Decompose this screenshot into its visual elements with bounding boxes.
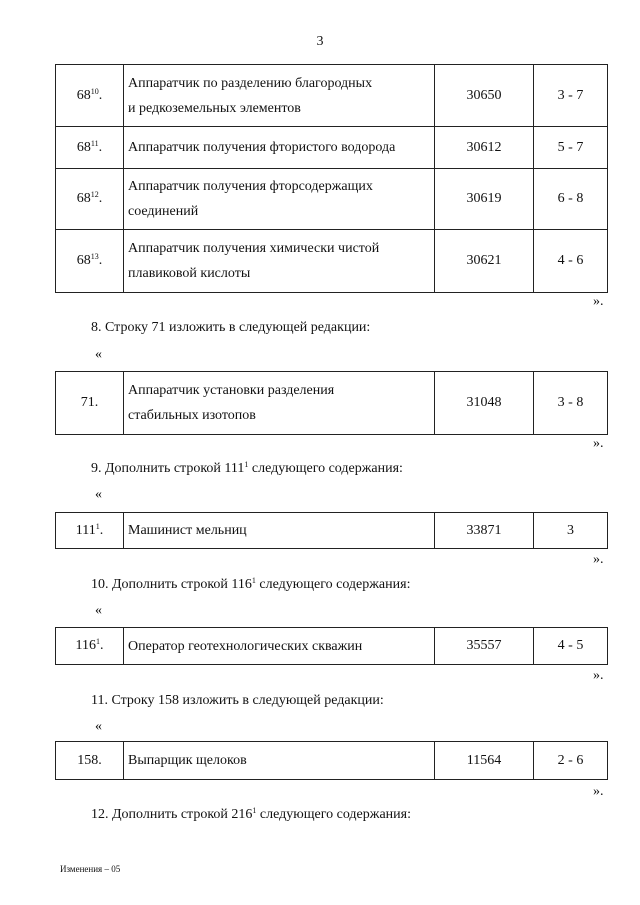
profession-name: Аппаратчик получения фтористого водорода xyxy=(124,127,435,169)
profession-name: Аппаратчик установки разделения стабильных изотопов xyxy=(124,372,435,435)
profession-name: Выпарщик щелоков xyxy=(124,742,435,780)
profession-code: 30619 xyxy=(435,169,534,230)
row-number: 158. xyxy=(56,742,124,780)
grade-range: 5 - 7 xyxy=(534,127,608,169)
profession-code: 35557 xyxy=(435,628,534,665)
profession-name: Машинист мельниц xyxy=(124,513,435,549)
profession-code: 31048 xyxy=(435,372,534,435)
amendment-item-11: 11. Строку 158 изложить в следующей редакции: xyxy=(91,693,384,708)
profession-name: Аппаратчик получения фторсодержащих соединений xyxy=(124,169,435,230)
amendment-item-8: 8. Строку 71 изложить в следующей редакции: xyxy=(91,320,371,335)
profession-code: 30650 xyxy=(435,65,534,127)
profession-name: Аппаратчик по разделению благородных и редкоземельных элементов xyxy=(124,65,435,127)
closing-quote: ». xyxy=(593,784,604,799)
grade-range: 3 - 7 xyxy=(534,65,608,127)
table-row xyxy=(56,513,608,549)
closing-quote: ». xyxy=(593,294,604,309)
profession-table-68 xyxy=(55,64,608,293)
profession-code: 30621 xyxy=(435,230,534,293)
row-number: 71. xyxy=(56,372,124,435)
profession-code: 11564 xyxy=(435,742,534,780)
opening-quote: « xyxy=(95,603,102,618)
row-number: $68^{10}$. xyxy=(56,65,124,127)
profession-code: 30612 xyxy=(435,127,534,169)
table-row xyxy=(56,372,608,435)
grade-range: 4 - 6 xyxy=(534,230,608,293)
profession-code: 33871 xyxy=(435,513,534,549)
profession-table-158 xyxy=(55,741,608,780)
opening-quote: « xyxy=(95,347,102,362)
grade-range: 6 - 8 xyxy=(534,169,608,230)
table-row xyxy=(56,230,608,293)
profession-table-111-1 xyxy=(55,512,608,549)
closing-quote: ». xyxy=(593,436,604,451)
profession-table-116-1 xyxy=(55,627,608,665)
closing-quote: ». xyxy=(593,668,604,683)
profession-name: Оператор геотехнологических скважин xyxy=(124,628,435,665)
footer-note: Изменения – 05 xyxy=(60,864,121,874)
table-row xyxy=(56,65,608,127)
amendment-item-12: 12. Дополнить строкой $216^1$ следующего содержания: xyxy=(91,806,411,822)
opening-quote: « xyxy=(95,719,102,734)
grade-range: 4 - 5 xyxy=(534,628,608,665)
row-number: $111^1$. xyxy=(56,513,124,549)
grade-range: 3 xyxy=(534,513,608,549)
row-number: $68^{13}$. xyxy=(56,230,124,293)
closing-quote: ». xyxy=(593,552,604,567)
grade-range: 3 - 8 xyxy=(534,372,608,435)
table-row xyxy=(56,742,608,780)
table-row xyxy=(56,628,608,665)
opening-quote: « xyxy=(95,487,102,502)
amendment-item-9: 9. Дополнить строкой $111^1$ следующего содержания: xyxy=(91,460,403,476)
table-row xyxy=(56,169,608,230)
page-number: 3 xyxy=(316,34,324,49)
grade-range: 2 - 6 xyxy=(534,742,608,780)
row-number: $116^1$. xyxy=(56,628,124,665)
row-number: $68^{12}$. xyxy=(56,169,124,230)
profession-name: Аппаратчик получения химически чистой плавиковой кислоты xyxy=(124,230,435,293)
table-row xyxy=(56,127,608,169)
profession-table-71 xyxy=(55,371,608,435)
amendment-item-10: 10. Дополнить строкой $116^1$ следующего содержания: xyxy=(91,576,411,592)
row-number: $68^{11}$. xyxy=(56,127,124,169)
